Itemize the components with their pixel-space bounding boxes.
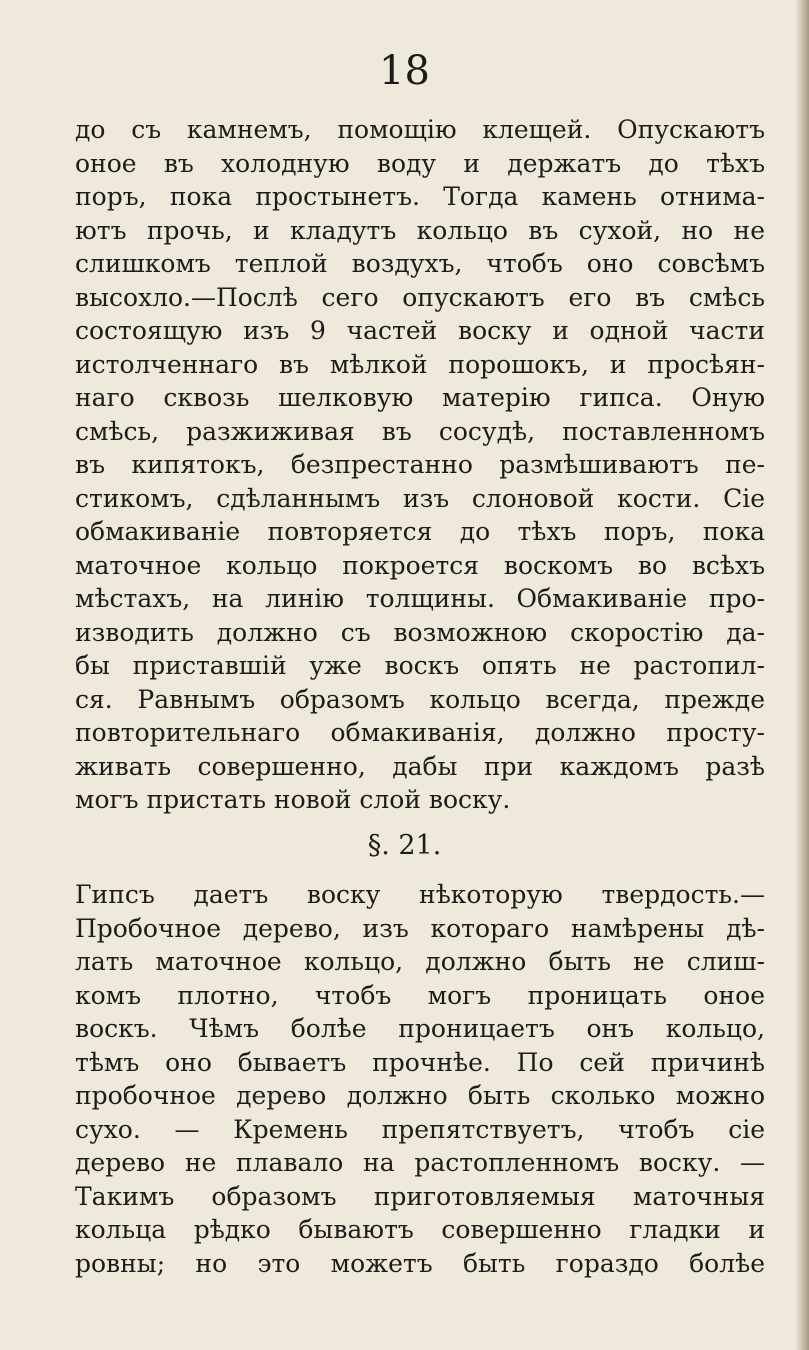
text-line: поръ, пока простынетъ. Тогда камень отнима- bbox=[75, 182, 765, 211]
text-line: смѣсь, разжиживая въ сосудѣ, поставленномъ bbox=[75, 416, 765, 446]
text-line: живать совершенно, дабы при каждомъ разѣ bbox=[75, 751, 765, 781]
text-line: мѣстахъ, на линію толщины. Обмакиваніе про- bbox=[75, 584, 765, 613]
text-line: оное въ холодную воду и держатъ до тѣхъ bbox=[75, 148, 765, 178]
text-line: кольца рѣдко бываютъ совершенно гладки и bbox=[75, 1215, 765, 1244]
text-line: Такимъ образомъ приготовляемыя маточныя bbox=[75, 1181, 765, 1211]
text-line: до съ камнемъ, помощію клещей. Опускаютъ bbox=[75, 115, 765, 144]
text-line: истолченнаго въ мѣлкой порошокъ, и просѣян- bbox=[75, 349, 765, 379]
text-line: въ кипятокъ, безпрестанно размѣшиваютъ пе- bbox=[75, 450, 765, 479]
text-line: обмакиваніе повторяется до тѣхъ поръ, пока bbox=[75, 517, 765, 546]
text-line: сухо. — Кремень препятствуетъ, чтобъ сіе bbox=[75, 1114, 765, 1144]
text-line: слишкомъ теплой воздухъ, чтобъ оно совсѣмъ bbox=[75, 249, 765, 278]
text-line: Гипсъ даетъ воску нѣкоторую твердость.— bbox=[75, 880, 765, 909]
text-line: лать маточное кольцо, должно быть не слиш- bbox=[75, 947, 765, 976]
text-line: наго сквозь шелковую матерію гипса. Оную bbox=[75, 383, 765, 412]
text-line: маточное кольцо покроется воскомъ во всѣхъ bbox=[75, 550, 765, 580]
text-line: повторительнаго обмакиванія, должно просту- bbox=[75, 718, 765, 747]
text-line: дерево не плавало на растопленномъ воску. — bbox=[75, 1148, 765, 1177]
text-line: ся. Равнымъ образомъ кольцо всегда, прежде bbox=[75, 684, 765, 714]
section-heading: §. 21. bbox=[367, 830, 442, 861]
text-line: ютъ прочь, и кладутъ кольцо въ сухой, но не bbox=[75, 215, 765, 245]
text-line: высохло.—Послѣ сего опускаютъ его въ смѣсь bbox=[75, 282, 765, 312]
text-line: состоящую изъ 9 частей воску и одной части bbox=[75, 316, 765, 345]
page-edge-shadow bbox=[795, 0, 809, 1350]
paragraph-1 bbox=[75, 113, 765, 817]
text-line: тѣмъ оно бываетъ прочнѣе. По сей причинѣ bbox=[75, 1047, 765, 1077]
text-line: бы приставшій уже воскъ опять не растопил- bbox=[75, 651, 765, 680]
paragraph-2 bbox=[75, 878, 765, 1280]
text-line: стикомъ, сдѣланнымъ изъ слоновой кости. Сіе bbox=[75, 483, 765, 513]
page-number: 18 bbox=[379, 48, 430, 94]
text-line: воскъ. Чѣмъ болѣе проницаетъ онъ кольцо, bbox=[75, 1014, 765, 1043]
text-line: ровны; но это можетъ быть гораздо болѣе bbox=[75, 1248, 765, 1278]
text-line: могъ пристать новой слой воску. bbox=[75, 785, 511, 814]
text-line: изводить должно съ возможною скоростію да- bbox=[75, 617, 765, 647]
text-line: пробочное дерево должно быть сколько можно bbox=[75, 1081, 765, 1110]
text-line: комъ плотно, чтобъ могъ проницать оное bbox=[75, 980, 765, 1010]
text-line: Пробочное дерево, изъ котораго намѣрены дѣ- bbox=[75, 913, 765, 943]
